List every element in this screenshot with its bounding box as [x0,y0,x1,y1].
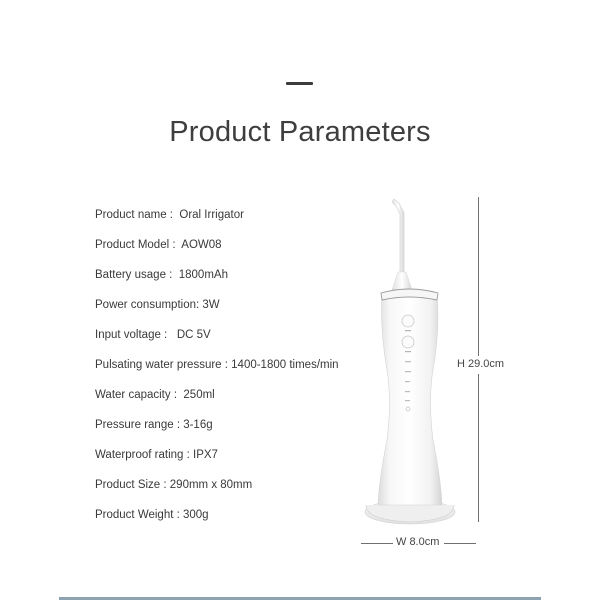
spec-input-voltage: Input voltage : DC 5V [95,329,211,341]
spec-pulsating-pressure: Pulsating water pressure : 1400-1800 times/min [95,359,339,371]
width-dimension-line-right [444,543,476,544]
spec-water-capacity: Water capacity : 250ml [95,389,215,401]
spec-product-weight: Product Weight : 300g [95,509,209,521]
spec-product-size: Product Size : 290mm x 80mm [95,479,253,491]
spec-list [95,207,339,537]
spec-waterproof-rating: Waterproof rating : IPX7 [95,449,218,461]
height-dimension-label: H 29.0cm [457,358,505,370]
title-accent-dash [286,82,313,85]
width-dimension-label: W 8.0cm [396,536,440,548]
spec-product-name: Product name : Oral Irrigator [95,209,244,221]
spec-power-consumption: Power consumption: 3W [95,299,220,311]
width-dimension-line-left [361,543,393,544]
spec-product-model: Product Model : AOW08 [95,239,222,251]
spec-battery-usage: Battery usage : 1800mAh [95,269,228,281]
page-title: Product Parameters [169,116,431,148]
spec-pressure-range: Pressure range : 3-16g [95,419,213,431]
